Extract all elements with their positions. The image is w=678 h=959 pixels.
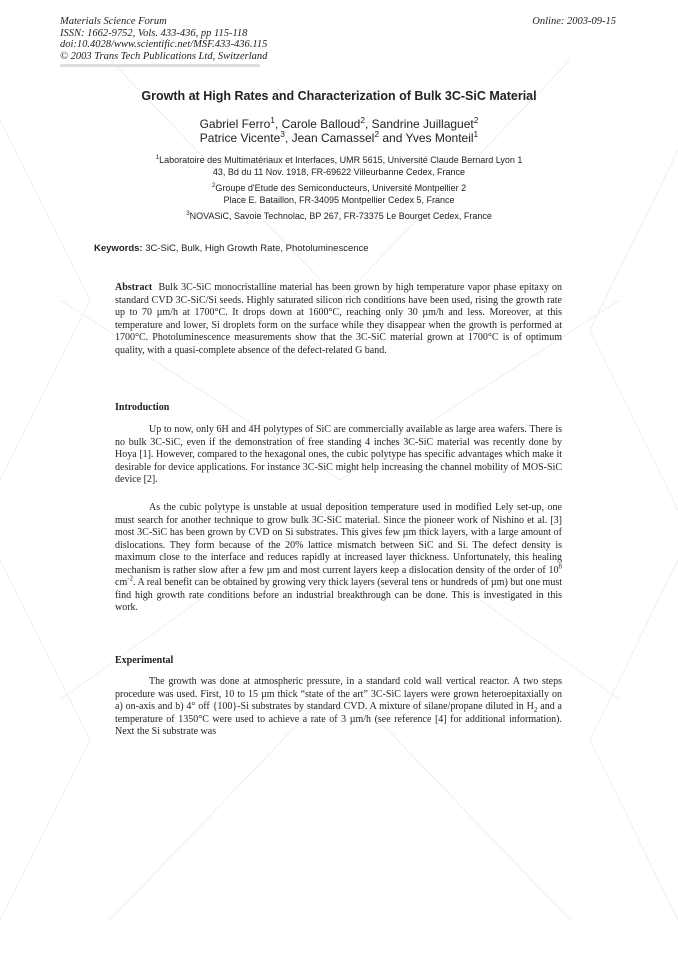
exp-text: The growth was done at atmospheric pressure, in a standard cold wall vertical reactor. A two steps procedure was used. First, 10 to 15 µm thick “state of the art” 3C-SiC layers were grown heteroepitaxially on a) on-axis and b) 4° off {100}-Si substrates by standard CVD. A mixture of silane/propane diluted in H	[115, 676, 562, 712]
header-ghost-line	[60, 63, 265, 69]
intro-p2-sup: -2	[127, 574, 134, 583]
author-name: Carole Balloud	[281, 117, 361, 131]
keywords-text: 3C-SiC, Bulk, High Growth Rate, Photoluminescence	[145, 243, 369, 254]
author-affil-sup: 2	[360, 115, 365, 125]
introduction-body	[115, 424, 562, 487]
affil-sup: 1	[155, 154, 160, 161]
ghost-text-shape	[60, 63, 265, 69]
affil-sup: 2	[211, 182, 216, 189]
affil-line: Laboratoire des Multimatériaux et Interfaces, UMR 5615, Université Claude Bernard Lyon 1	[159, 155, 523, 165]
author-affil-sup: 1	[473, 129, 479, 139]
abstract-text: Bulk 3C-SiC monocristalline material has been grown by high temperature vapor phase epitaxy on standard CVD 3C-SiC/Si seeds. Highly saturated silicon rich conditions have been used, rising the growth rate up to 70 µm/h at 1700°C. It drops down at 1600°C, reaching only 30 µm/h and less. Moreover, at this temperature and lower, Si droplets form on the surface while they disappear when the growth is performed at 1700°C. Photoluminescence measurements show that the 3C-SiC material grown at 1700°C is of optimum quality, with a quasi-complete absence of the defect-related G band.	[115, 282, 562, 356]
author-name: Sandrine Juillaguet	[371, 117, 474, 131]
abstract-label: Abstract	[115, 282, 153, 293]
exp-text: and a temperature of 1350°C were used to achieve a rate of 3 µm/h (see reference [4] for additional information). Next the Si substrate was	[115, 701, 562, 737]
keywords	[94, 243, 369, 254]
affil-line: 43, Bd du 11 Nov. 1918, FR-69622 Villeurbanne Cedex, France	[212, 166, 466, 177]
author-line-1: Gabriel Ferro$^1$, Carole Balloud$^2$, Sandrine Juillaguet$^2$	[199, 115, 479, 131]
keywords-label: Keywords:	[94, 243, 143, 254]
introduction-heading: Introduction	[115, 402, 170, 413]
author-name: Patrice Vicente	[199, 131, 281, 145]
author-name: Jean Camassel	[291, 131, 375, 145]
author-affil-sup: 3	[280, 129, 285, 139]
exp-sub: 2	[533, 706, 538, 714]
affil-line: Groupe d'Etude des Semiconducteurs, Université Montpellier 2	[215, 183, 467, 193]
experimental-body	[115, 676, 562, 739]
author-name: Gabriel Ferro	[199, 117, 271, 131]
author-affil-sup: 2	[473, 115, 479, 125]
publication-header	[60, 16, 267, 62]
intro-paragraph-2	[115, 502, 562, 615]
copyright-line: © 2003 Trans Tech Publications Ltd, Switzerland	[60, 50, 268, 62]
affil-line: NOVASiC, Savoie Technolac, BP 267, FR-73375 Le Bourget Cedex, France	[189, 211, 492, 221]
author-line-2: Patrice Vicente$^3$, Jean Camassel$^2$ and Yves Monteil$^1$	[199, 129, 479, 145]
issn-line: ISSN: 1662-9752, Vols. 433-436, pp 115-118	[60, 27, 248, 39]
affiliation-3	[0, 211, 678, 223]
abstract	[115, 282, 562, 357]
paper-title: Growth at High Rates and Characterization of Bulk 3C-SiC Material	[141, 89, 537, 103]
author-name: Yves Monteil	[405, 131, 474, 145]
author-affil-sup: 1	[270, 115, 275, 125]
experimental-paragraph	[115, 676, 562, 739]
affiliation-1	[0, 155, 678, 178]
intro-paragraph-1: Up to now, only 6H and 4H polytypes of SiC are commercially available as large area wafers. There is no bulk 3C-SiC, even if the demonstration of free standing 4 inches 3C-SiC material was recently done by Hoya [1]. However, compared to the hexagonal ones, the cubic polytype has specific advantages which make it desirable for device applications. For instance 3C-SiC might help increasing the channel mobility of MOS-SiC device [2].	[115, 424, 562, 485]
intro-p2-text: . A real benefit can be obtained by growing very thick layers (several tens or hundreds of µm) but one must find high growth rate conditions before an industrial breakthrough can be done. This is investigated in this work.	[115, 577, 562, 613]
intro-p2-unit: cm	[115, 577, 128, 588]
experimental-heading: Experimental	[115, 655, 174, 666]
journal-name: Materials Science Forum	[60, 16, 167, 27]
introduction-body-2	[115, 502, 562, 615]
intro-p2-text: As the cubic polytype is unstable at usual deposition temperature used in modified Lely set-up, one must search for another technique to grow bulk 3C-SiC material. Since the pioneer work of Nishino et al. [3] most 3C-SiC has been grown by CVD on Si substrates. This gives few µm thick layers, with a large amount of dislocations. They form because of the 20% lattice mismatch between SiC and Si. The defect density is maximum close to the interface and reduces rapidly at increased layer thickness. Unfortunately, this healing mechanism is rather slow after a few µm and most current layers keep a dislocation density of the order of 10	[115, 502, 562, 576]
author-and: and	[382, 131, 403, 145]
affiliation-2	[0, 183, 678, 206]
author-list	[0, 117, 678, 145]
intro-p2-sup: 8	[558, 562, 562, 571]
affil-sup: 3	[186, 210, 190, 217]
affil-line: Place E. Bataillon, FR-34095 Montpellier Cedex 5, France	[223, 194, 455, 205]
doi-line: doi:10.4028/www.scientific.net/MSF.433-436.115	[60, 39, 268, 51]
online-date: Online: 2003-09-15	[532, 16, 616, 27]
author-affil-sup: 2	[374, 129, 379, 139]
